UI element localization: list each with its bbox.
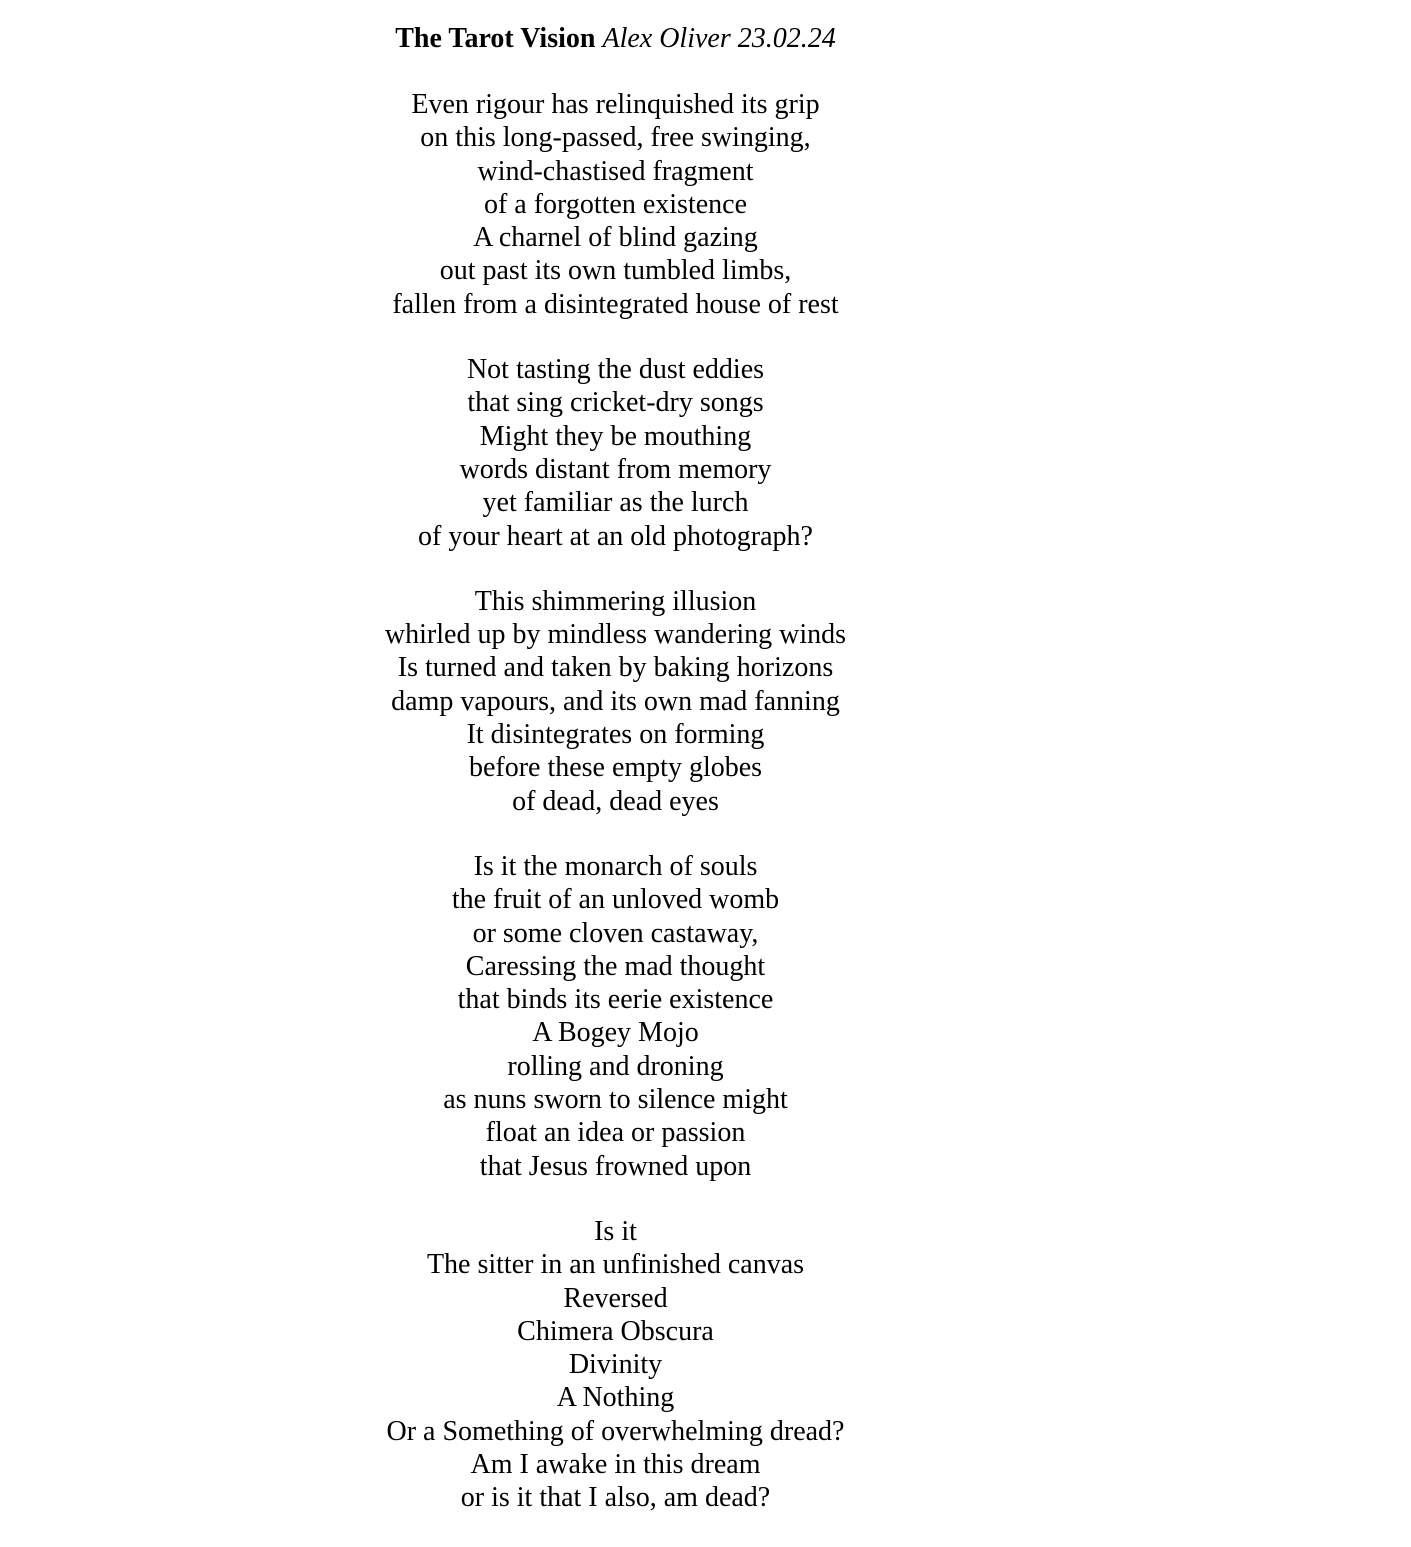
poem-line: that binds its eerie existence <box>457 984 774 1016</box>
poem-line: of your heart at an old photograph? <box>418 520 813 552</box>
poem-heading <box>0 22 1231 56</box>
poem-line: that sing cricket-dry songs <box>467 387 764 419</box>
poem-line: Not tasting the dust eddies <box>466 354 765 386</box>
poem-line: of dead, dead eyes <box>512 785 719 817</box>
poem-line: wind-chastised fragment <box>477 155 754 187</box>
poem-line: out past its own tumbled limbs, <box>439 255 792 287</box>
poem-line: words distant from memory <box>459 453 772 485</box>
poem-line: Is it <box>594 1215 637 1247</box>
poem-line: as nuns sworn to silence might <box>443 1084 788 1116</box>
poem-line: damp vapours, and its own mad fanning <box>391 685 840 717</box>
poem-title: The Tarot Vision <box>395 23 596 54</box>
poem-line: that Jesus frowned upon <box>479 1150 752 1182</box>
poem-body <box>0 88 1231 1515</box>
poem-line: rolling and droning <box>507 1050 724 1082</box>
poem-line: or some cloven castaway, <box>472 917 759 949</box>
poem-line: of a forgotten existence <box>483 188 748 220</box>
stanza-4 <box>0 850 1231 1183</box>
poem-line: Is turned and taken by baking horizons <box>397 652 834 684</box>
poem-line: Divinity <box>568 1349 663 1381</box>
poem-line: Am I awake in this dream <box>470 1448 761 1480</box>
poem-line: Chimera Obscura <box>517 1315 714 1347</box>
poem-date: 23.02.24 <box>737 23 836 54</box>
poem-line: Even rigour has relinquished its grip <box>411 89 820 120</box>
poem-line: It disintegrates on forming <box>466 719 765 751</box>
poem-line: float an idea or passion <box>485 1117 746 1149</box>
stanza-5 <box>0 1215 1231 1515</box>
poem-line: the fruit of an unloved womb <box>451 884 780 916</box>
poem-line: or is it that I also, am dead? <box>460 1482 771 1514</box>
poem <box>0 22 1231 1547</box>
poem-line: A Bogey Mojo <box>532 1017 699 1049</box>
poem-line: The sitter in an unfinished canvas <box>426 1249 805 1281</box>
poem-line: Is it the monarch of souls <box>473 850 758 882</box>
stanza-3 <box>0 585 1231 818</box>
poem-line: This shimmering illusion <box>474 585 757 617</box>
poem-line: Reversed <box>563 1282 668 1314</box>
poem-line: whirled up by mindless wandering winds <box>384 619 847 651</box>
poem-line: A charnel of blind gazing <box>473 222 758 254</box>
poem-line: Caressing the mad thought <box>465 950 766 982</box>
stanza-2 <box>0 353 1231 553</box>
poem-line: Might they be mouthing <box>479 420 752 452</box>
poem-line: A Nothing <box>556 1382 675 1414</box>
poem-author: Alex Oliver <box>602 23 731 54</box>
poem-line: before these empty globes <box>468 752 763 784</box>
poem-line: yet familiar as the lurch <box>482 487 749 519</box>
poem-line: on this long-passed, free swinging, <box>420 122 811 154</box>
poem-line: Or a Something of overwhelming dread? <box>386 1415 845 1447</box>
poem-line: fallen from a disintegrated house of rest <box>392 288 839 320</box>
stanza-1 <box>0 88 1231 321</box>
